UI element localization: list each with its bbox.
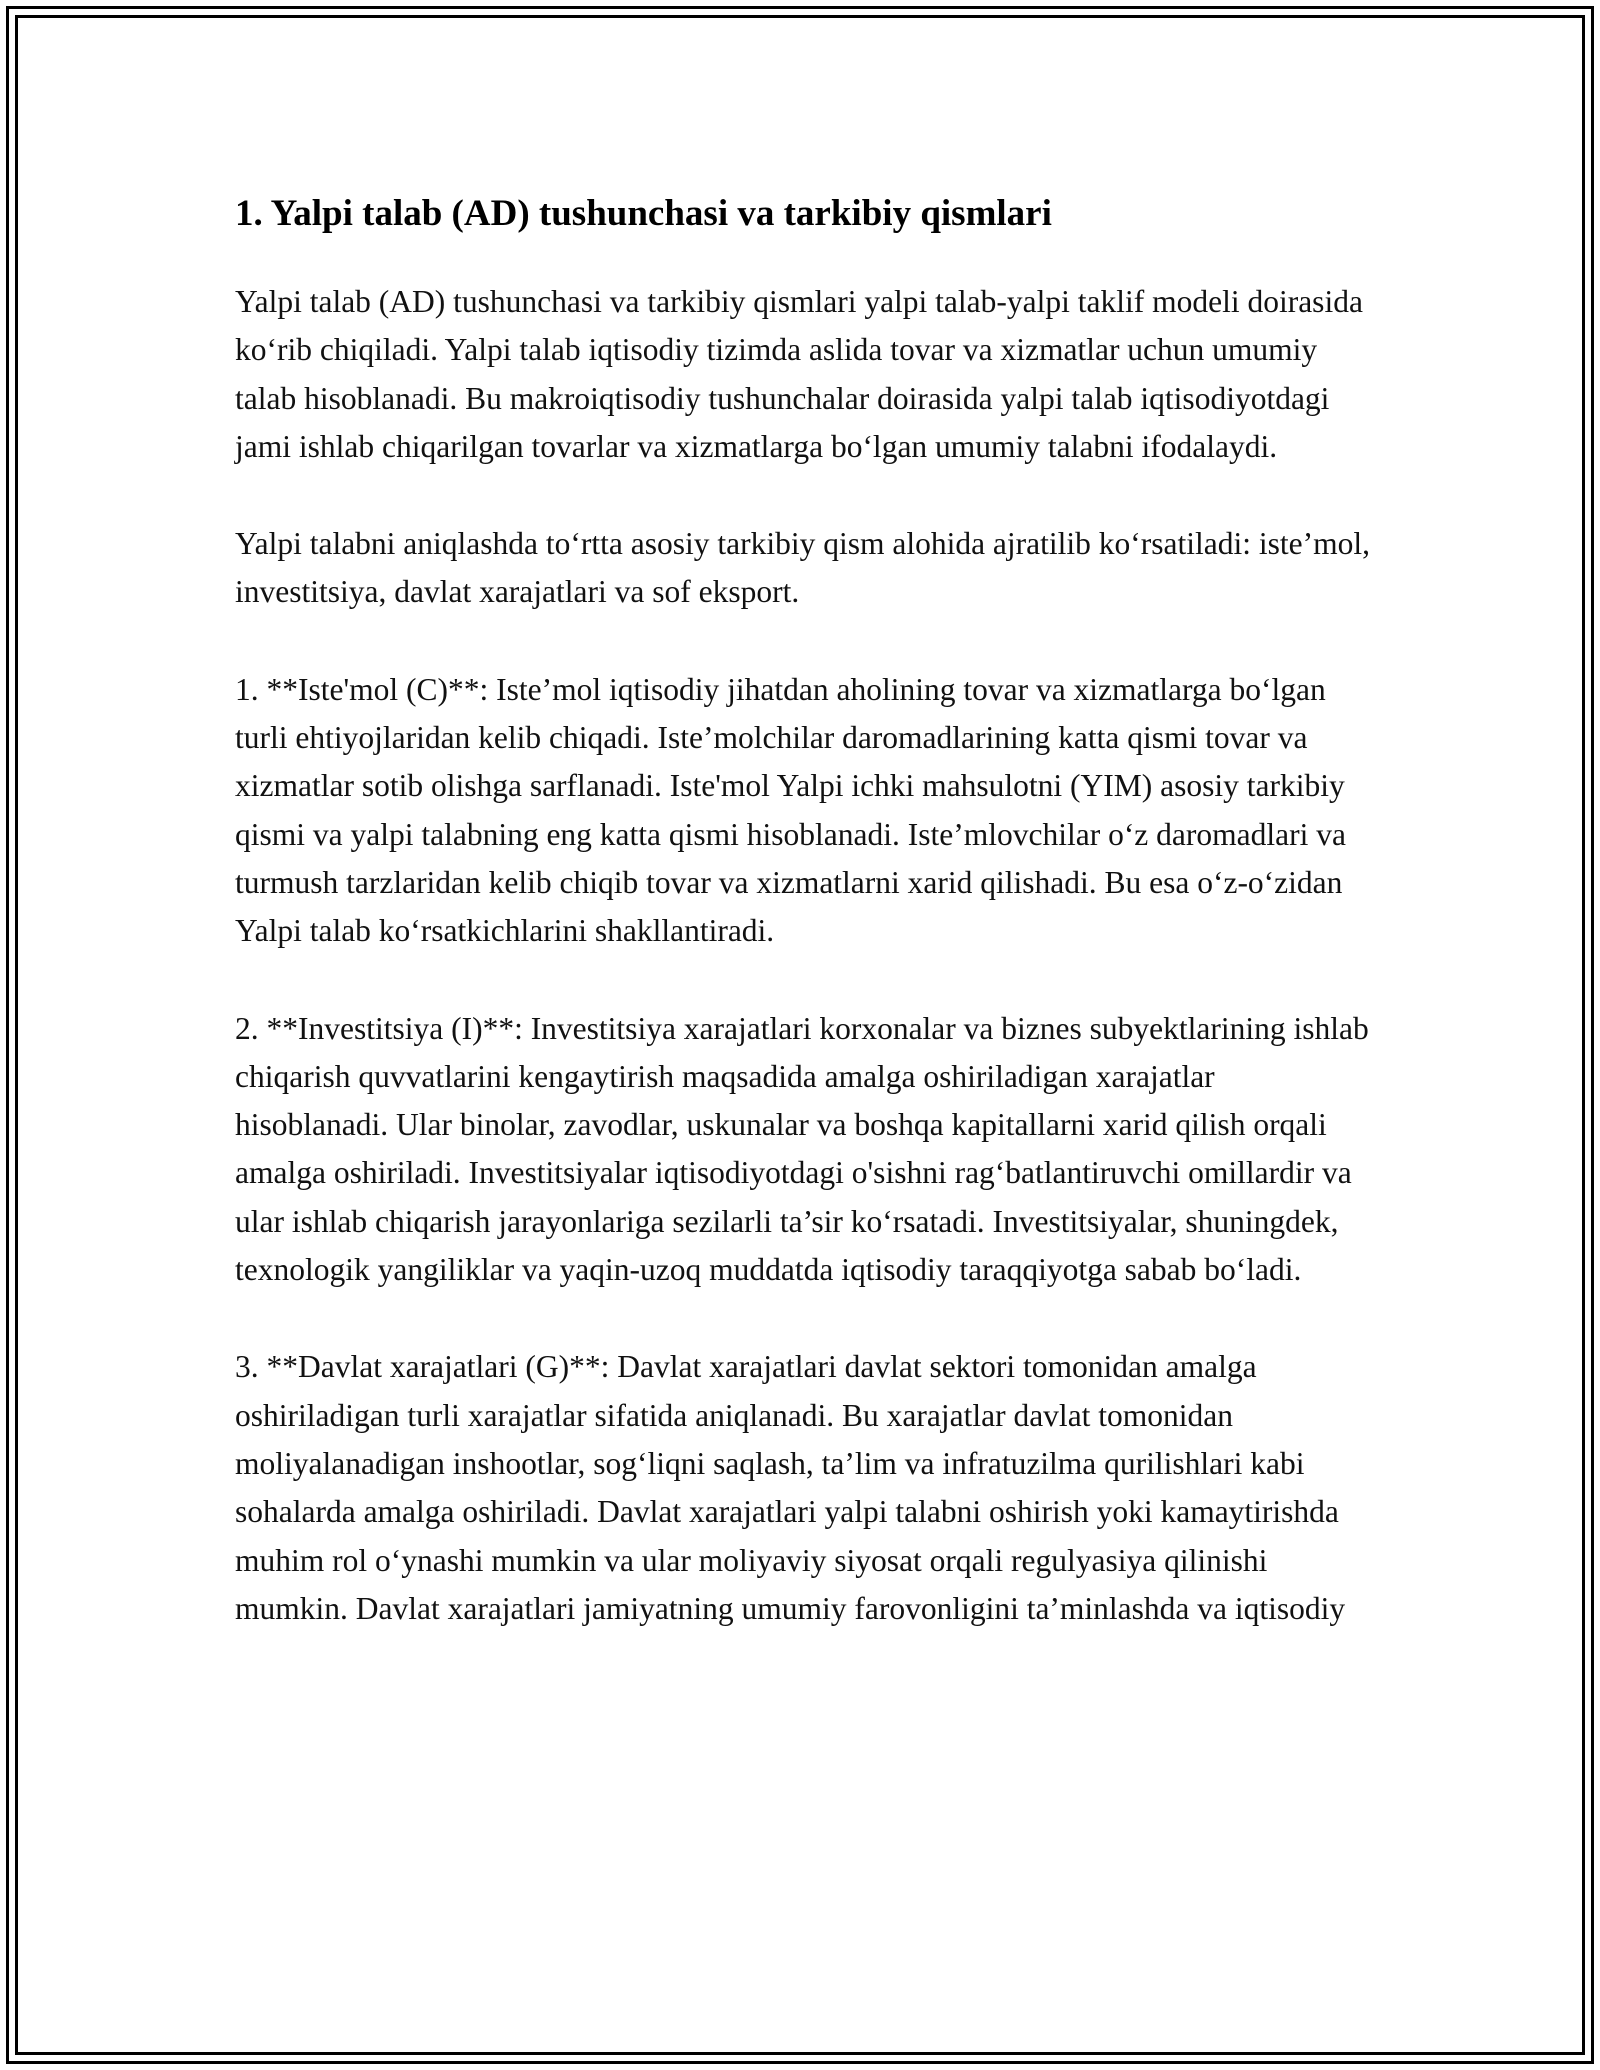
paragraph-components: Yalpi talabni aniqlashda to‘rtta asosiy tarkibiy qism alohida ajratilib ko‘rsatiladi: iste’mol, investitsiya, davlat xarajatlari va sof eksport. (235, 526, 1370, 610)
document-body (235, 186, 1375, 1682)
paragraph-intro: Yalpi talab (AD) tushunchasi va tarkibiy qismlari yalpi talab-yalpi taklif modeli doirasida ko‘rib chiqiladi. Yalpi talab iqtisodiy tizimda aslida tovar va xizmatlar uchun umumiy talab hisoblanadi. Bu makroiqtisodiy tushunchalar doirasida yalpi talab iqtisodiyotdagi jami ishlab chiqarilgan tovarlar va xizmatlarga bo‘lgan umumiy talabni ifodalaydi. (235, 284, 1363, 464)
paragraph-government-spending: 3. **Davlat xarajatlari (G)**: Davlat xarajatlari davlat sektori tomonidan amalga oshiriladigan turli xarajatlar sifatida aniqlanadi. Bu xarajatlar davlat tomonidan moliyalanadigan inshootlar, sog‘liqni saqlash, ta’lim va infratuzilma qurilishlari kabi sohalarda amalga oshiriladi. Davlat xarajatlari yalpi talabni oshirish yoki kamaytirishda muhim rol o‘ynashi mumkin va ular moliyaviy siyosat orqali regulyasiya qilinishi mumkin. Davlat xarajatlari jamiyatning umumiy farovonligini ta’minlashda va iqtisodiy (235, 1349, 1346, 1626)
paragraph-consumption: 1. **Iste'mol (C)**: Iste’mol iqtisodiy jihatdan aholining tovar va xizmatlarga bo‘lgan turli ehtiyojlaridan kelib chiqadi. Iste’molchilar daromadlarining katta qismi tovar va xizmatlar sotib olishga sarflanadi. Iste'mol Yalpi ichki mahsulotni (YIM) asosiy tarkibiy qismi va yalpi talabning eng katta qismi hisoblanadi. Iste’mlovchilar o‘z daromadlari va turmush tarzlaridan kelib chiqib tovar va xizmatlarni xarid qilishadi. Bu esa o‘z-o‘zidan Yalpi talab ko‘rsatkichlarini shakllantiradi. (235, 671, 1346, 949)
section-heading: 1. Yalpi talab (AD) tushunchasi va tarkibiy qismlari (235, 193, 1052, 234)
paragraph-investment: 2. **Investitsiya (I)**: Investitsiya xarajatlari korxonalar va biznes subyektlarining ishlab chiqarish quvvatlarini kengaytirish maqsadida amalga oshiriladigan xarajatlar hisoblanadi. Ular binolar, zavodlar, uskunalar va boshqa kapitallarni xarid qilish orqali amalga oshiriladi. Investitsiyalar iqtisodiyotdagi o'sishni rag‘batlantiruvchi omillardir va ular ishlab chiqarish jarayonlariga sezilarli ta’sir ko‘rsatadi. Investitsiyalar, shuningdek, texnologik yangiliklar va yaqin-uzoq muddatda iqtisodiy taraqqiyotga sabab bo‘ladi. (235, 1010, 1369, 1288)
